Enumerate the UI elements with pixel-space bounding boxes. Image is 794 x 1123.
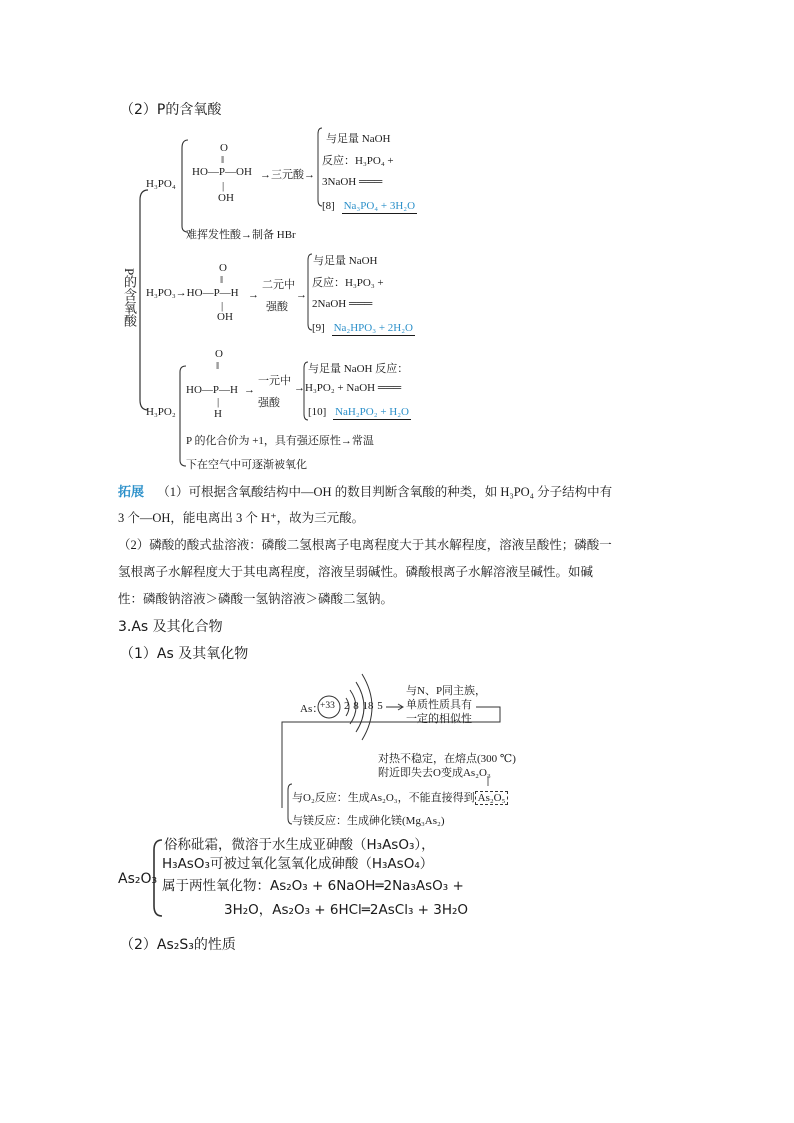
subsection-heading-as2s3: （2）As₂S₃的性质 (120, 937, 236, 953)
h3po4-formula: H₃PO₄ (146, 178, 176, 190)
h3po2-formula: H₃PO₂ (146, 406, 176, 418)
h3po4-react-line2: 反应：H₃PO₄ + (322, 155, 394, 167)
as-group-line3: 一定的相似性 (406, 713, 472, 725)
h3po4-react-line3: 3NaOH ═══ (322, 176, 383, 188)
h3po3-struct-oh: OH (217, 311, 233, 323)
h3po4-struct-main: HO—P—OH (192, 166, 252, 178)
h3po2-react-line2: →H₃PO₂ + NaOH ═══ (294, 382, 402, 394)
h3po4-struct-bond: | (222, 180, 225, 192)
h3po3-arrow2: → (296, 289, 307, 301)
as2o3-line3: 属于两性氧化物：As₂O₃ + 6NaOH═2Na₃AsO₃ + (162, 878, 464, 894)
as2o3-line4: 3H₂O，As₂O₃ + 6HCl═2AsCl₃ + 3H₂O (224, 902, 469, 918)
h3po4-blank (322, 200, 417, 212)
h3po4-blank-number: [8] (322, 200, 335, 212)
as-label: As： (300, 703, 324, 715)
brace-label-p-oxyacids: P的含氧酸 (122, 268, 137, 328)
h3po4-note: 难挥发性酸→制备 HBr (186, 229, 296, 241)
h3po2-acid-type-bottom: 强酸 (258, 397, 280, 409)
as2o3-label: As₂O₃ (118, 871, 158, 887)
as-heat-line2: 附近即失去O变成As₂O₃ (378, 767, 491, 779)
as-o2-reaction (292, 789, 508, 805)
h3po2-struct-bond: | (217, 396, 220, 408)
h3po2-blank-number: [10] (308, 406, 327, 418)
h3po3-acid-type-top: 二元中 (262, 279, 295, 291)
as-mg-reaction: 与镁反应：生成砷化镁(Mg₃As₂) (292, 815, 445, 827)
as-heat-note (378, 752, 516, 780)
h3po2-note-line1: P 的化合价为 +1，具有强还原性→常温 (186, 435, 374, 447)
h3po4-struct-o: O (220, 142, 228, 154)
h3po3-struct-o: O (219, 262, 227, 274)
h3po4-struct-oh: OH (218, 192, 234, 204)
h3po3-formula: H₃PO₃→HO—P—H (146, 287, 239, 299)
h3po2-react-line1: 与足量 NaOH 反应： (308, 363, 409, 375)
h3po4-acid-type: →三元酸→ (260, 169, 315, 181)
h3po4-react-line1: 与足量 NaOH (326, 133, 391, 145)
h3po3-blank-number: [9] (312, 322, 325, 334)
subsection-heading-as-oxides: （1）As 及其氧化物 (120, 646, 249, 662)
h3po2-arrow: → (244, 384, 255, 396)
h3po3-struct-bond: | (221, 300, 224, 312)
as-o2-reaction-text: 与O₂反应：生成As₂O₃，不能直接得到 (292, 792, 475, 804)
extension-p1-line1 (118, 481, 612, 500)
h3po4-struct-double-bond: ‖ (221, 154, 225, 166)
h3po3-react-line3: 2NaOH ═══ (312, 298, 373, 310)
as-electron-shells: 2 8 18 5 (344, 700, 383, 712)
as-nucleus: +33 (320, 701, 335, 711)
h3po2-blank (308, 406, 411, 418)
h3po2-note-line2: 下在空气中可逐渐被氧化 (186, 459, 307, 471)
h3po2-acid-type-top: 一元中 (258, 375, 291, 387)
h3po3-arrow: → (248, 289, 259, 301)
extension-p1-line2: 3 个—OH，能电离出 3 个 H⁺，故为三元酸。 (118, 511, 365, 525)
h3po2-blank-answer: NaH₂PO₂ + H₂O (335, 406, 410, 418)
extension-p2-line2: 氢根离子水解程度大于其电离程度，溶液呈弱碱性。磷酸根离子水解溶液呈碱性。如碱 (118, 565, 594, 579)
h3po4-blank-answer: Na₃PO₄ + 3H₂O (343, 200, 416, 212)
h3po3-acid-type-bottom: 强酸 (266, 301, 288, 313)
as-group-note (406, 684, 486, 726)
section-heading-p-oxyacids: （2）P的含氧酸 (120, 102, 222, 118)
h3po3-react-line2: 反应：H₃PO₃ + (312, 277, 384, 289)
h3po3-react-line1: 与足量 NaOH (313, 255, 378, 267)
as-group-line1: 与N、P同主族， (406, 685, 487, 697)
as-heat-line1: 对热不稳定，在熔点(300 ℃) (378, 753, 516, 765)
extension-p2-line3: 性：磷酸钠溶液＞磷酸一氢钠溶液＞磷酸二氢钠。 (118, 592, 394, 606)
section-heading-as: 3.As 及其化合物 (118, 619, 223, 635)
h3po3-blank (312, 322, 415, 334)
extension-p2-line1: （2）磷酸的酸式盐溶液：磷酸二氢根离子电离程度大于其水解程度，溶液呈酸性；磷酸一 (118, 538, 612, 552)
h3po2-struct-main: HO—P—H (186, 384, 238, 396)
extension-label: 拓展 (118, 485, 145, 500)
h3po3-struct-double-bond: ‖ (220, 274, 224, 286)
h3po3-blank-answer: Na₂HPO₃ + 2H₂O (333, 322, 414, 334)
as2o3-line1: 俗称砒霜，微溶于水生成亚砷酸（H₃AsO₃）， (164, 837, 435, 853)
as-group-line2: 单质性质具有 (406, 699, 472, 711)
h3po2-struct-double-bond: ‖ (216, 360, 220, 372)
h3po2-struct-h: H (214, 408, 222, 420)
as2o3-line2: H₃AsO₃可被过氧化氢氧化成砷酸（H₃AsO₄） (162, 856, 434, 872)
as-o2-box: As₂O₅ (475, 791, 509, 805)
h3po2-struct-o: O (215, 348, 223, 360)
extension-p1-line1-text: （1）可根据含氧酸结构中—OH 的数目判断含氧酸的种类，如 H₃PO₄ 分子结构中有 (157, 485, 613, 499)
